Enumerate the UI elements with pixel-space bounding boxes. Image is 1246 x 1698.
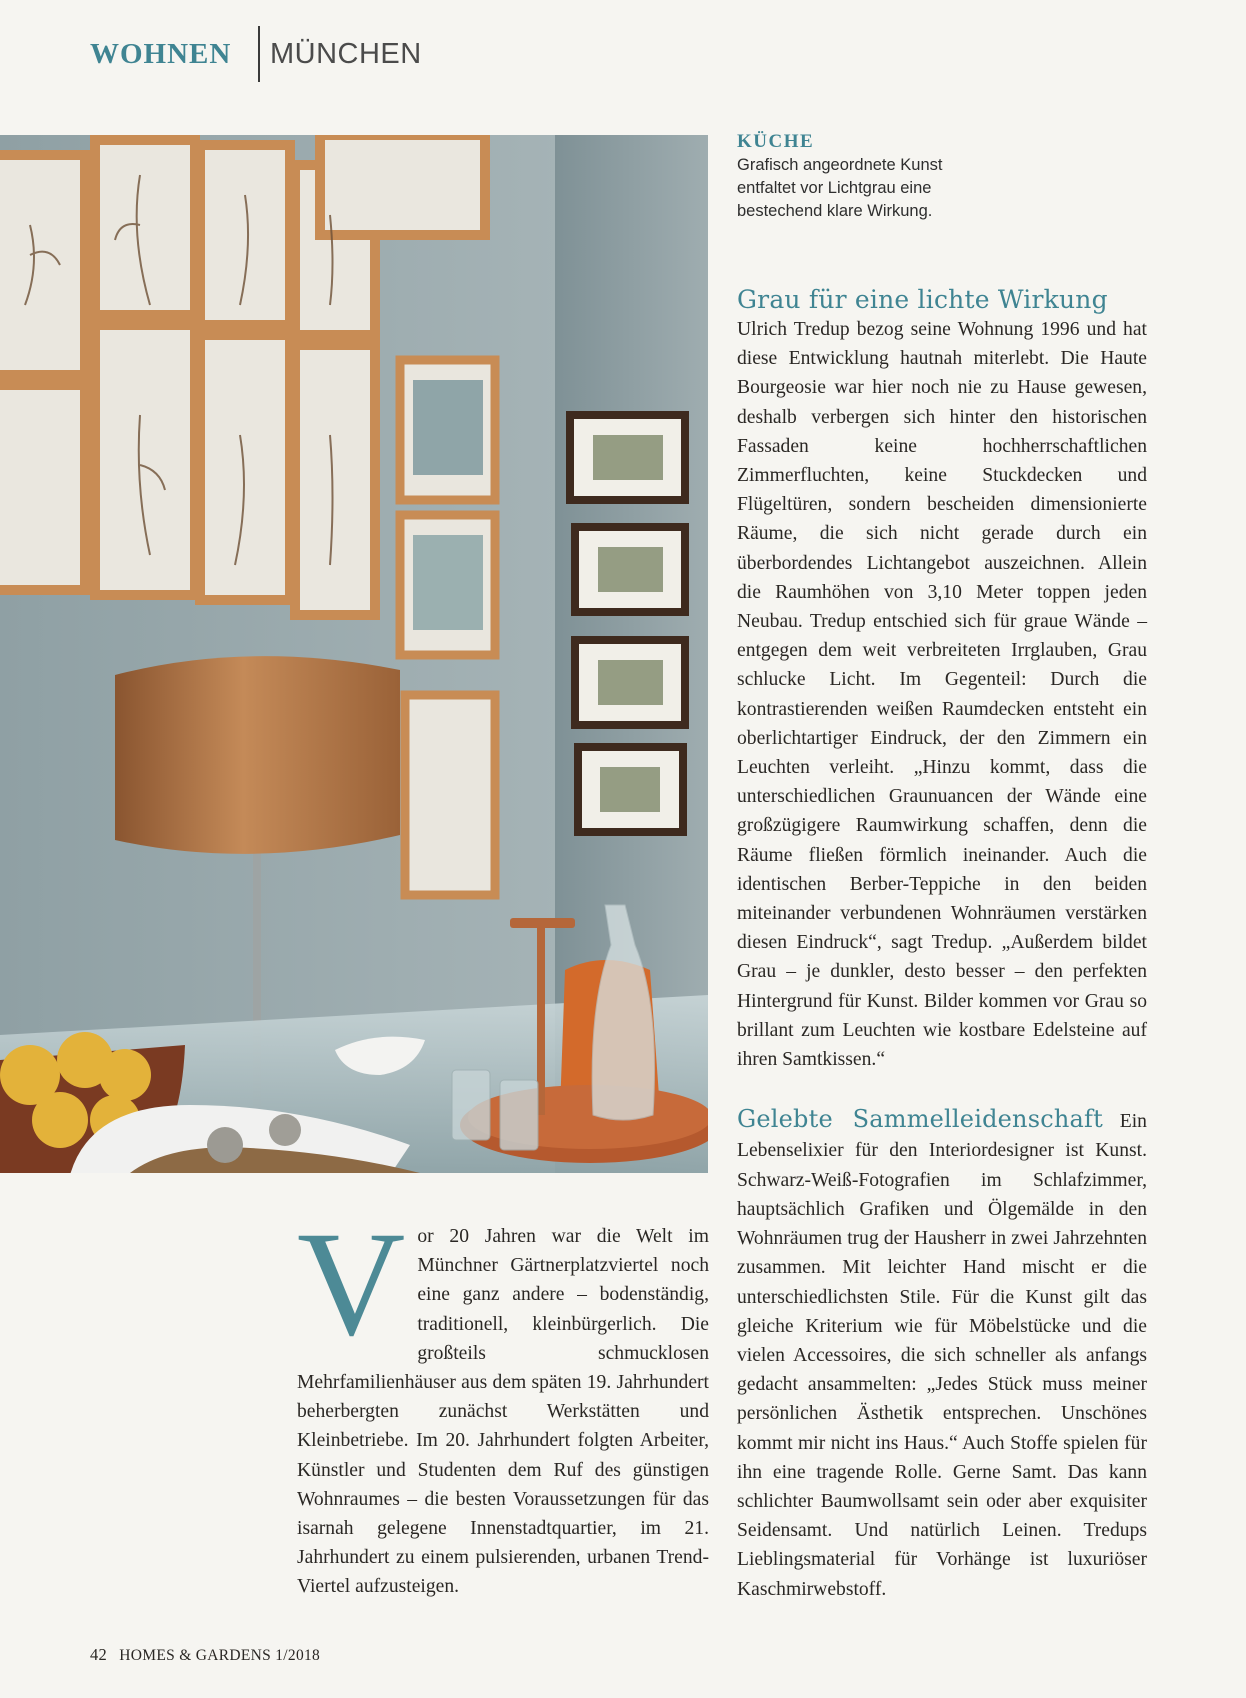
magazine-issue: HOMES & GARDENS 1/2018 <box>119 1647 321 1664</box>
left-column <box>297 1201 709 1602</box>
city-label: MÜNCHEN <box>270 38 422 70</box>
caption-text: Grafisch angeordnete Kunst entfaltet vor Lichtgrau eine bestechend klare Wirkung. <box>737 156 943 220</box>
intro-paragraph: or 20 Jahren war die Welt im Münchner Gärtnerplatzviertel noch eine ganz andere – bodenständig, traditionell, kleinbürgerlich. Die großteils schmucklosen Mehrfamilienhäuser aus dem späten 19. Jahrhundert beherbergten zunächst Werkstätten und Kleinbetriebe. Im 20. Jahrhundert folgten Arbeiter, Künstler und Studenten dem Ruf des günstigen Wohnraumes – die besten Voraussetzungen für das isarnah gelegene Innenstadtquartier, im 21. Jahrhundert zu einem pulsierenden, urbanen Trend-Viertel aufzusteigen. <box>297 1226 709 1598</box>
header-divider <box>258 26 260 82</box>
heading-grau: Grau für eine lichte Wirkung <box>737 285 1108 314</box>
drop-cap: V <box>297 1201 406 1367</box>
paragraph-gap <box>737 1074 1147 1103</box>
heading-sammelleidenschaft: Gelebte Sammelleidenschaft <box>737 1105 1103 1134</box>
paragraph-grau: Ulrich Tredup bezog seine Wohnung 1996 und hat diese Entwicklung hautnah miterlebt. Die Haute Bourgeosie war hier noch nie zu Hause gewesen, deshalb verbergen sich hinter den historischen Fassaden keine hochherrschaftlichen Zimmerfluchten, keine Stuckdecken und Flügeltüren, sondern bescheiden dimensionierte Räume, die sich nicht gerade durch ein überbordendes Lichtangebot auszeichnen. Allein die Raumhöhen von 3,10 Meter toppen jeden Neubau. Tredup entschied sich für graue Wände – entgegen dem weit verbreiteten Irrglauben, Grau schlucke Licht. Im Gegenteil: Durch die kontrastierenden weißen Raumdecken entsteht ein oberlichtartiger Eindruck, der den Zimmern ein Leuchten verleiht. „Hinzu kommt, dass die unterschiedlichen Graunuancen der Wände eine großzügigere Raumwirkung schaffen, denn die Räume fließen förmlich ineinander. Auch die identischen Berber-Teppiche in den beiden miteinander verbundenen Wohnräumen verstärken diesen Eindruck“, sagt Tredup. „Außerdem bildet Grau – je dunkler, desto besser – den perfekten Hintergrund für Kunst. Bilder kommen vor Grau so brillant zum Leuchten wie kostbare Edelsteine auf ihren Samtkissen.“ <box>737 319 1147 1071</box>
right-column <box>737 284 1147 1604</box>
paragraph-sammelleidenschaft: Ein Lebenselixier für den Interiordesigner ist Kunst. Schwarz-Weiß-Fotografien im Schlafzimmer, hauptsächlich Grafiken und Ölgemälde in den Wohnräumen trug der Hausherr in zwei Jahrzehnten zusammen. Mit leichter Hand mischt er die unterschiedlichsten Stile. Für die Kunst gilt das gleiche Kriterium wie für Möbelstücke und die vielen Accessoires, die sich schneller als anfangs gedacht ansammelten: „Jedes Stück muss meiner persönlichen Ästhetik entsprechen. Unschönes kommt mir nicht ins Haus.“ Auch Stoffe spielen für ihn eine tragende Rolle. Gerne Samt. Das kann schlichter Baumwollsamt sein oder aber exquisiter Seidensamt. Und natürlich Leinen. Tredups Lieblingsmaterial für Vorhänge ist luxuriöser Kaschmirwebstoff. <box>737 1111 1147 1600</box>
photo-caption <box>737 130 957 223</box>
page-number: 42 <box>90 1645 108 1664</box>
caption-title: KÜCHE <box>737 131 815 152</box>
interior-photo <box>0 135 708 1173</box>
section-label: WOHNEN <box>90 38 232 70</box>
page-footer <box>90 1645 320 1665</box>
